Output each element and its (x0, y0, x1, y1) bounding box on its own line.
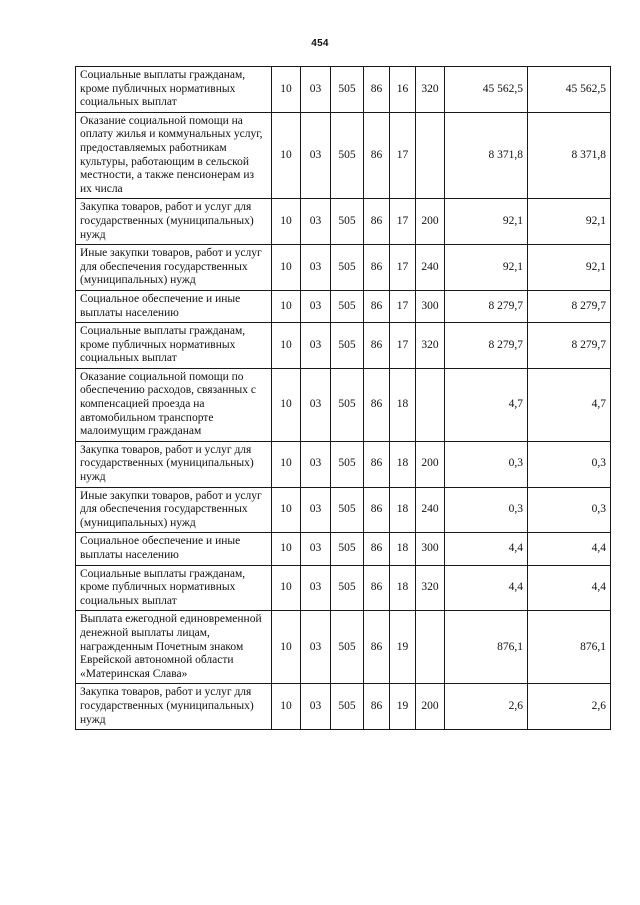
amount-approved-cell: 4,4 (445, 533, 528, 565)
target-article-code-cell: 505 (331, 112, 364, 199)
amount-approved-cell: 0,3 (445, 441, 528, 487)
target-article-code-cell: 505 (331, 199, 364, 245)
target-article-code-cell: 505 (331, 245, 364, 291)
row-name-cell: Социальные выплаты гражданам, кроме публичных нормативных социальных выплат (76, 323, 272, 369)
table-row (76, 487, 611, 533)
section-code-cell: 10 (272, 611, 301, 684)
target-subarticle-code-cell: 86 (364, 323, 390, 369)
amount-approved-cell: 92,1 (445, 245, 528, 291)
target-subarticle-code-cell: 86 (364, 199, 390, 245)
subsection-code-cell: 03 (301, 67, 331, 113)
section-code-cell: 10 (272, 245, 301, 291)
target-subarticle-code-cell: 86 (364, 368, 390, 441)
amount-final-cell: 8 279,7 (528, 290, 611, 322)
row-name-cell: Закупка товаров, работ и услуг для государственных (муниципальных) нужд (76, 684, 272, 730)
target-subarticle-code-cell: 86 (364, 565, 390, 611)
section-code-cell: 10 (272, 684, 301, 730)
amount-final-cell: 92,1 (528, 245, 611, 291)
subsection-code-cell: 03 (301, 368, 331, 441)
target-item-code-cell: 17 (390, 245, 416, 291)
target-item-code-cell: 18 (390, 368, 416, 441)
target-subarticle-code-cell: 86 (364, 441, 390, 487)
amount-final-cell: 4,4 (528, 533, 611, 565)
table-row (76, 565, 611, 611)
table-row (76, 684, 611, 730)
amount-final-cell: 4,7 (528, 368, 611, 441)
row-name-cell: Иные закупки товаров, работ и услуг для обеспечения государственных (муниципальных) нужд (76, 487, 272, 533)
amount-final-cell: 92,1 (528, 199, 611, 245)
section-code-cell: 10 (272, 323, 301, 369)
target-subarticle-code-cell: 86 (364, 611, 390, 684)
subsection-code-cell: 03 (301, 684, 331, 730)
expense-type-code-cell: 200 (416, 684, 445, 730)
section-code-cell: 10 (272, 112, 301, 199)
target-article-code-cell: 505 (331, 611, 364, 684)
subsection-code-cell: 03 (301, 323, 331, 369)
amount-approved-cell: 8 279,7 (445, 323, 528, 369)
table-row (76, 533, 611, 565)
expense-type-code-cell: 320 (416, 67, 445, 113)
subsection-code-cell: 03 (301, 112, 331, 199)
subsection-code-cell: 03 (301, 441, 331, 487)
table-row (76, 67, 611, 113)
subsection-code-cell: 03 (301, 487, 331, 533)
table-row (76, 323, 611, 369)
target-item-code-cell: 19 (390, 684, 416, 730)
subsection-code-cell: 03 (301, 199, 331, 245)
amount-final-cell: 2,6 (528, 684, 611, 730)
amount-final-cell: 8 371,8 (528, 112, 611, 199)
expense-type-code-cell: 300 (416, 290, 445, 322)
amount-approved-cell: 4,4 (445, 565, 528, 611)
section-code-cell: 10 (272, 67, 301, 113)
target-item-code-cell: 18 (390, 565, 416, 611)
table-row (76, 611, 611, 684)
budget-table-body (76, 67, 611, 730)
amount-approved-cell: 45 562,5 (445, 67, 528, 113)
expense-type-code-cell: 320 (416, 565, 445, 611)
amount-final-cell: 876,1 (528, 611, 611, 684)
amount-final-cell: 45 562,5 (528, 67, 611, 113)
target-item-code-cell: 19 (390, 611, 416, 684)
expense-type-code-cell: 320 (416, 323, 445, 369)
subsection-code-cell: 03 (301, 290, 331, 322)
budget-table (75, 66, 611, 730)
target-article-code-cell: 505 (331, 441, 364, 487)
amount-final-cell: 8 279,7 (528, 323, 611, 369)
section-code-cell: 10 (272, 441, 301, 487)
target-article-code-cell: 505 (331, 565, 364, 611)
expense-type-code-cell (416, 368, 445, 441)
expense-type-code-cell: 200 (416, 199, 445, 245)
target-subarticle-code-cell: 86 (364, 67, 390, 113)
row-name-cell: Социальные выплаты гражданам, кроме публичных нормативных социальных выплат (76, 565, 272, 611)
row-name-cell: Социальные выплаты гражданам, кроме публичных нормативных социальных выплат (76, 67, 272, 113)
row-name-cell: Закупка товаров, работ и услуг для государственных (муниципальных) нужд (76, 441, 272, 487)
subsection-code-cell: 03 (301, 533, 331, 565)
amount-final-cell: 0,3 (528, 487, 611, 533)
row-name-cell: Закупка товаров, работ и услуг для государственных (муниципальных) нужд (76, 199, 272, 245)
subsection-code-cell: 03 (301, 565, 331, 611)
row-name-cell: Выплата ежегодной единовременной денежной выплаты лицам, награжденным Почетным знаком Еврейской автономной области «Материнская Слава» (76, 611, 272, 684)
expense-type-code-cell: 300 (416, 533, 445, 565)
row-name-cell: Иные закупки товаров, работ и услуг для обеспечения государственных (муниципальных) нужд (76, 245, 272, 291)
target-article-code-cell: 505 (331, 290, 364, 322)
target-item-code-cell: 18 (390, 487, 416, 533)
section-code-cell: 10 (272, 565, 301, 611)
target-item-code-cell: 16 (390, 67, 416, 113)
subsection-code-cell: 03 (301, 245, 331, 291)
amount-final-cell: 4,4 (528, 565, 611, 611)
target-item-code-cell: 17 (390, 290, 416, 322)
table-row (76, 112, 611, 199)
expense-type-code-cell (416, 611, 445, 684)
target-subarticle-code-cell: 86 (364, 684, 390, 730)
target-article-code-cell: 505 (331, 323, 364, 369)
amount-approved-cell: 2,6 (445, 684, 528, 730)
target-subarticle-code-cell: 86 (364, 245, 390, 291)
target-item-code-cell: 18 (390, 441, 416, 487)
table-row (76, 290, 611, 322)
target-article-code-cell: 505 (331, 533, 364, 565)
amount-final-cell: 0,3 (528, 441, 611, 487)
row-name-cell: Социальное обеспечение и иные выплаты населению (76, 290, 272, 322)
amount-approved-cell: 876,1 (445, 611, 528, 684)
target-subarticle-code-cell: 86 (364, 112, 390, 199)
expense-type-code-cell: 200 (416, 441, 445, 487)
row-name-cell: Социальное обеспечение и иные выплаты населению (76, 533, 272, 565)
amount-approved-cell: 0,3 (445, 487, 528, 533)
target-item-code-cell: 17 (390, 323, 416, 369)
target-subarticle-code-cell: 86 (364, 487, 390, 533)
table-row (76, 368, 611, 441)
target-subarticle-code-cell: 86 (364, 290, 390, 322)
target-item-code-cell: 17 (390, 112, 416, 199)
table-row (76, 199, 611, 245)
table-row (76, 245, 611, 291)
target-article-code-cell: 505 (331, 368, 364, 441)
target-subarticle-code-cell: 86 (364, 533, 390, 565)
subsection-code-cell: 03 (301, 611, 331, 684)
section-code-cell: 10 (272, 533, 301, 565)
section-code-cell: 10 (272, 199, 301, 245)
amount-approved-cell: 8 279,7 (445, 290, 528, 322)
target-item-code-cell: 18 (390, 533, 416, 565)
expense-type-code-cell: 240 (416, 487, 445, 533)
section-code-cell: 10 (272, 487, 301, 533)
amount-approved-cell: 4,7 (445, 368, 528, 441)
expense-type-code-cell: 240 (416, 245, 445, 291)
page-number: 454 (311, 38, 329, 49)
target-article-code-cell: 505 (331, 684, 364, 730)
row-name-cell: Оказание социальной помощи по обеспечению расходов, связанных с компенсацией проезда на автомобильном транспорте малоимущим гражданам (76, 368, 272, 441)
section-code-cell: 10 (272, 290, 301, 322)
amount-approved-cell: 8 371,8 (445, 112, 528, 199)
amount-approved-cell: 92,1 (445, 199, 528, 245)
table-row (76, 441, 611, 487)
target-article-code-cell: 505 (331, 67, 364, 113)
section-code-cell: 10 (272, 368, 301, 441)
expense-type-code-cell (416, 112, 445, 199)
target-article-code-cell: 505 (331, 487, 364, 533)
row-name-cell: Оказание социальной помощи на оплату жилья и коммунальных услуг, предоставляемых работникам культуры, работающим в сельской местности, а также пенсионерам из их числа (76, 112, 272, 199)
target-item-code-cell: 17 (390, 199, 416, 245)
